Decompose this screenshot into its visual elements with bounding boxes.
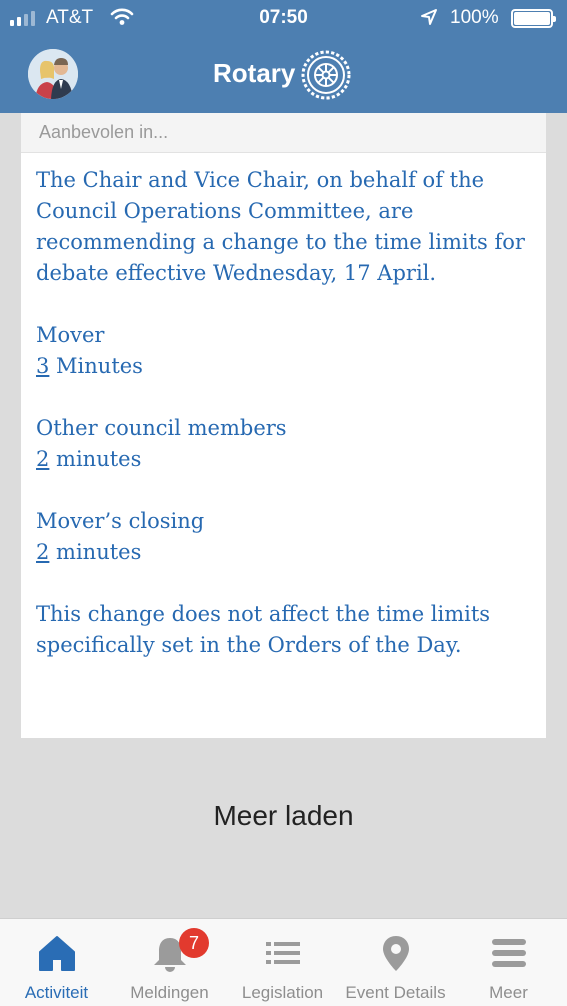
card-item-title: Mover: [36, 323, 105, 347]
tab-event-details[interactable]: [339, 919, 452, 1006]
menu-icon: [452, 933, 565, 975]
profile-avatar[interactable]: [28, 49, 78, 99]
tab-label: Legislation: [241, 983, 324, 1002]
location-pin-icon: [339, 933, 452, 975]
battery-percent: 100%: [450, 7, 499, 28]
tab-bar: [0, 918, 567, 1006]
location-arrow-icon: [420, 8, 438, 32]
rotary-wheel-icon: [300, 49, 352, 106]
card-body: [21, 153, 546, 661]
app-header: [0, 0, 567, 113]
carrier-name: AT&T: [46, 7, 94, 28]
tab-label: Meldingen: [130, 983, 209, 1002]
card-item-number[interactable]: 2: [36, 447, 50, 471]
post-card[interactable]: [21, 113, 546, 738]
card-item-unit: minutes: [49, 540, 142, 564]
load-more-button[interactable]: Meer laden: [213, 800, 354, 831]
list-icon: [226, 933, 339, 975]
brand-name: Rotary: [213, 58, 296, 88]
battery-fill: [514, 12, 550, 25]
battery-icon: [511, 9, 553, 28]
card-intro: The Chair and Vice Chair, on behalf of the Council Operations Committee, are recommending a change to the time limits for debate effective Wednesday, 17 April.: [36, 168, 525, 285]
tab-label: Meer: [489, 983, 528, 1002]
card-item-council-members: [36, 413, 531, 475]
card-item-movers-closing: [36, 506, 531, 568]
notification-badge: 7: [179, 928, 209, 958]
tab-label: Activiteit: [24, 983, 89, 1002]
tab-meldingen[interactable]: [113, 919, 226, 1006]
tab-legislation[interactable]: [226, 919, 339, 1006]
status-time: 07:50: [259, 7, 308, 28]
bell-icon: [113, 933, 226, 975]
card-item-unit: minutes: [49, 447, 142, 471]
tab-meer[interactable]: [452, 919, 565, 1006]
card-item-title: Other council members: [36, 416, 287, 440]
card-source-label: Aanbevolen in...: [21, 113, 546, 153]
home-icon: [0, 933, 113, 975]
tab-activiteit[interactable]: [0, 919, 113, 1006]
status-bar: [0, 0, 567, 36]
card-outro: This change does not affect the time limits specifically set in the Orders of the Day.: [36, 602, 491, 657]
card-item-unit: Minutes: [49, 354, 143, 378]
card-item-mover: [36, 320, 531, 382]
card-item-number[interactable]: 3: [36, 354, 50, 378]
card-item-title: Mover’s closing: [36, 509, 205, 533]
tab-label: Event Details: [345, 983, 446, 1002]
card-item-number[interactable]: 2: [36, 540, 50, 564]
